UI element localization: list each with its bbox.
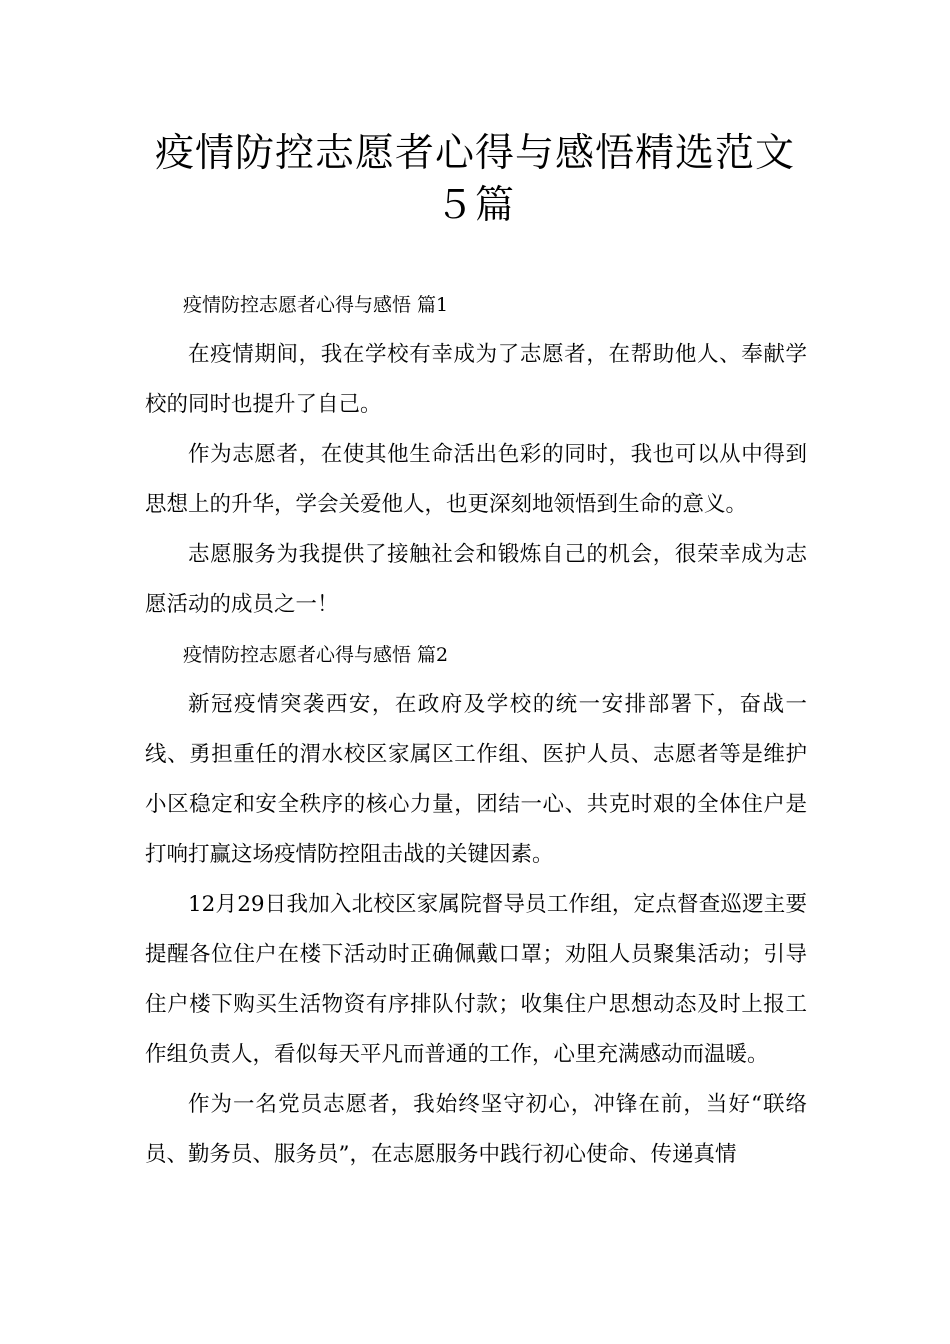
paragraph: 在疫情期间，我在学校有幸成为了志愿者，在帮助他人、奉献学校的同时也提升了自己。 bbox=[145, 342, 807, 417]
paragraph: 作为志愿者，在使其他生命活出色彩的同时，我也可以从中得到思想上的升华，学会关爱他人，也更深刻地领悟到生命的意义。 bbox=[145, 442, 807, 517]
paragraph: 作为一名党员志愿者，我始终坚守初心，冲锋在前，当好“联络员、勤务员、服务员”，在志愿服务中践行初心使命、传递真情 bbox=[145, 1092, 807, 1167]
section-heading-1: 疫情防控志愿者心得与感悟 篇1 bbox=[183, 294, 449, 316]
document-title: 疫情防控志愿者心得与感悟精选范文５篇 bbox=[154, 131, 795, 228]
paragraph: 12月29日我加入北校区家属院督导员工作组，定点督查巡逻主要提醒各位住户在楼下活动时正确佩戴口罩；劝阻人员聚集活动；引导住户楼下购买生活物资有序排队付款；收集住户思想动态及时上报工作组负责人，看似每天平凡而普通的工作，心里充满感动而温暖。 bbox=[145, 892, 807, 1067]
paragraph: 志愿服务为我提供了接触社会和锻炼自己的机会，很荣幸成为志愿活动的成员之一！ bbox=[145, 542, 807, 617]
document-body bbox=[145, 280, 807, 1180]
section-heading-2: 疫情防控志愿者心得与感悟 篇2 bbox=[183, 644, 449, 666]
paragraph: 新冠疫情突袭西安，在政府及学校的统一安排部署下，奋战一线、勇担重任的渭水校区家属区工作组、医护人员、志愿者等是维护小区稳定和安全秩序的核心力量，团结一心、共克时艰的全体住户是打响打赢这场疫情防控阻击战的关键因素。 bbox=[145, 692, 807, 867]
